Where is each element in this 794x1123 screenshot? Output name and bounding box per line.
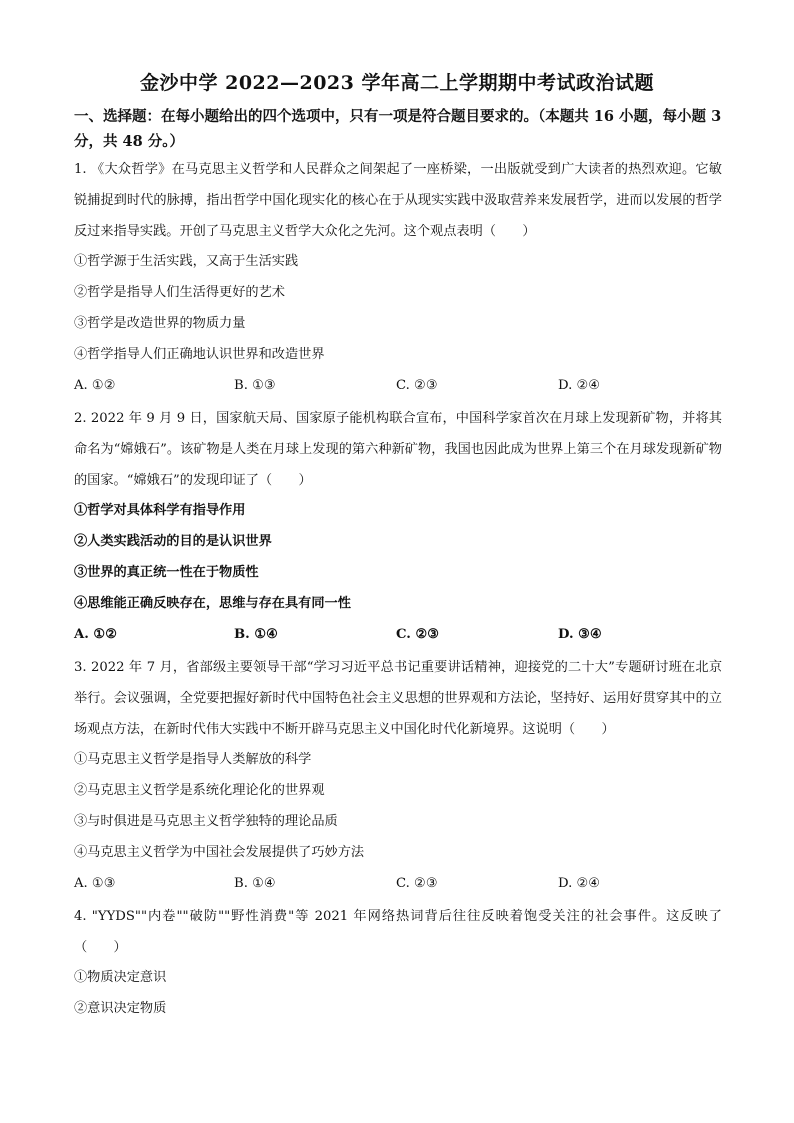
page-title: 金沙中学 2022—2023 学年高二上学期期中考试政治试题: [140, 72, 654, 94]
question-3-option-1: ①马克思主义哲学是指导人类解放的科学: [74, 752, 312, 767]
question-4-option-2: ②意识决定物质: [74, 1001, 167, 1016]
question-3-option-4: ④马克思主义哲学为中国社会发展提供了巧妙方法: [74, 845, 365, 860]
question-2-choices: [74, 625, 722, 645]
question-4-stem: 4. "YYDS""内卷""破防""野性消费"等 2021 年网络热词背后往往反映着饱受关注的社会事件。这反映了（ ）: [74, 909, 722, 955]
question-3-stem: 3. 2022 年 7 月，省部级主要领导干部“学习习近平总书记重要讲话精神，迎接党的二十大”专题研讨班在北京举行。会议强调，全党要把握好新时代中国特色社会主义思想的世界观和方法论，坚持好、运用好贯穿其中的立场观点方法，在新时代伟大实践中不断开辟马克思主义中国化时代化新境界。这说明（ ）: [74, 660, 722, 737]
question-1-option-3: ③哲学是改造世界的物质力量: [74, 316, 246, 331]
question-1-choices: [74, 376, 722, 396]
question-1-option-2: ②哲学是指导人们生活得更好的艺术: [74, 285, 285, 300]
choice-a: A. ①③: [74, 876, 116, 891]
question-2-option-2: ②人类实践活动的目的是认识世界: [74, 534, 272, 549]
question-3-option-2: ②马克思主义哲学是系统化理论化的世界观: [74, 783, 325, 798]
choice-d: D. ③④: [558, 627, 602, 642]
question-1-option-1: ①哲学源于生活实践，又高于生活实践: [74, 254, 299, 269]
question-4-option-1: ①物质决定意识: [74, 970, 167, 985]
choice-d: D. ②④: [558, 876, 601, 891]
choice-c: C. ②③: [396, 876, 438, 891]
question-2-option-3: ③世界的真正统一性在于物质性: [74, 565, 259, 580]
section-heading: 一、选择题：在每小题给出的四个选项中，只有一项是符合题目要求的。（本题共 16 小题，每小题 3 分，共 48 分。）: [74, 108, 722, 150]
question-3-choices: [74, 874, 722, 894]
question-2-option-1: ①哲学对具体科学有指导作用: [74, 503, 246, 518]
choice-a: A. ①②: [74, 378, 116, 393]
question-1-option-4: ④哲学指导人们正确地认识世界和改造世界: [74, 347, 325, 362]
question-2-stem: 2. 2022 年 9 月 9 日，国家航天局、国家原子能机构联合宣布，中国科学家首次在月球上发现新矿物，并将其命名为“嫦娥石”。该矿物是人类在月球上发现的第六种新矿物，我国也因此成为世界上第三个在月球发现新矿物的国家。“嫦娥石”的发现印证了（ ）: [74, 411, 722, 488]
question-1-stem: 1. 《大众哲学》在马克思主义哲学和人民群众之间架起了一座桥梁，一出版就受到广大读者的热烈欢迎。它敏锐捕捉到时代的脉搏，指出哲学中国化现实化的核心在于从现实实践中汲取营养来发展哲学，进而以发展的哲学反过来指导实践。开创了马克思主义哲学大众化之先河。这个观点表明（ ）: [74, 162, 722, 239]
choice-b: B. ①④: [234, 627, 278, 642]
choice-c: C. ②③: [396, 627, 440, 642]
choice-b: B. ①③: [234, 378, 276, 393]
question-2-option-4: ④思维能正确反映存在，思维与存在具有同一性: [74, 596, 351, 611]
choice-d: D. ②④: [558, 378, 601, 393]
choice-c: C. ②③: [396, 378, 438, 393]
choice-a: A. ①②: [74, 627, 118, 642]
question-3-option-3: ③与时俱进是马克思主义哲学独特的理论品质: [74, 814, 338, 829]
choice-b: B. ①④: [234, 876, 276, 891]
